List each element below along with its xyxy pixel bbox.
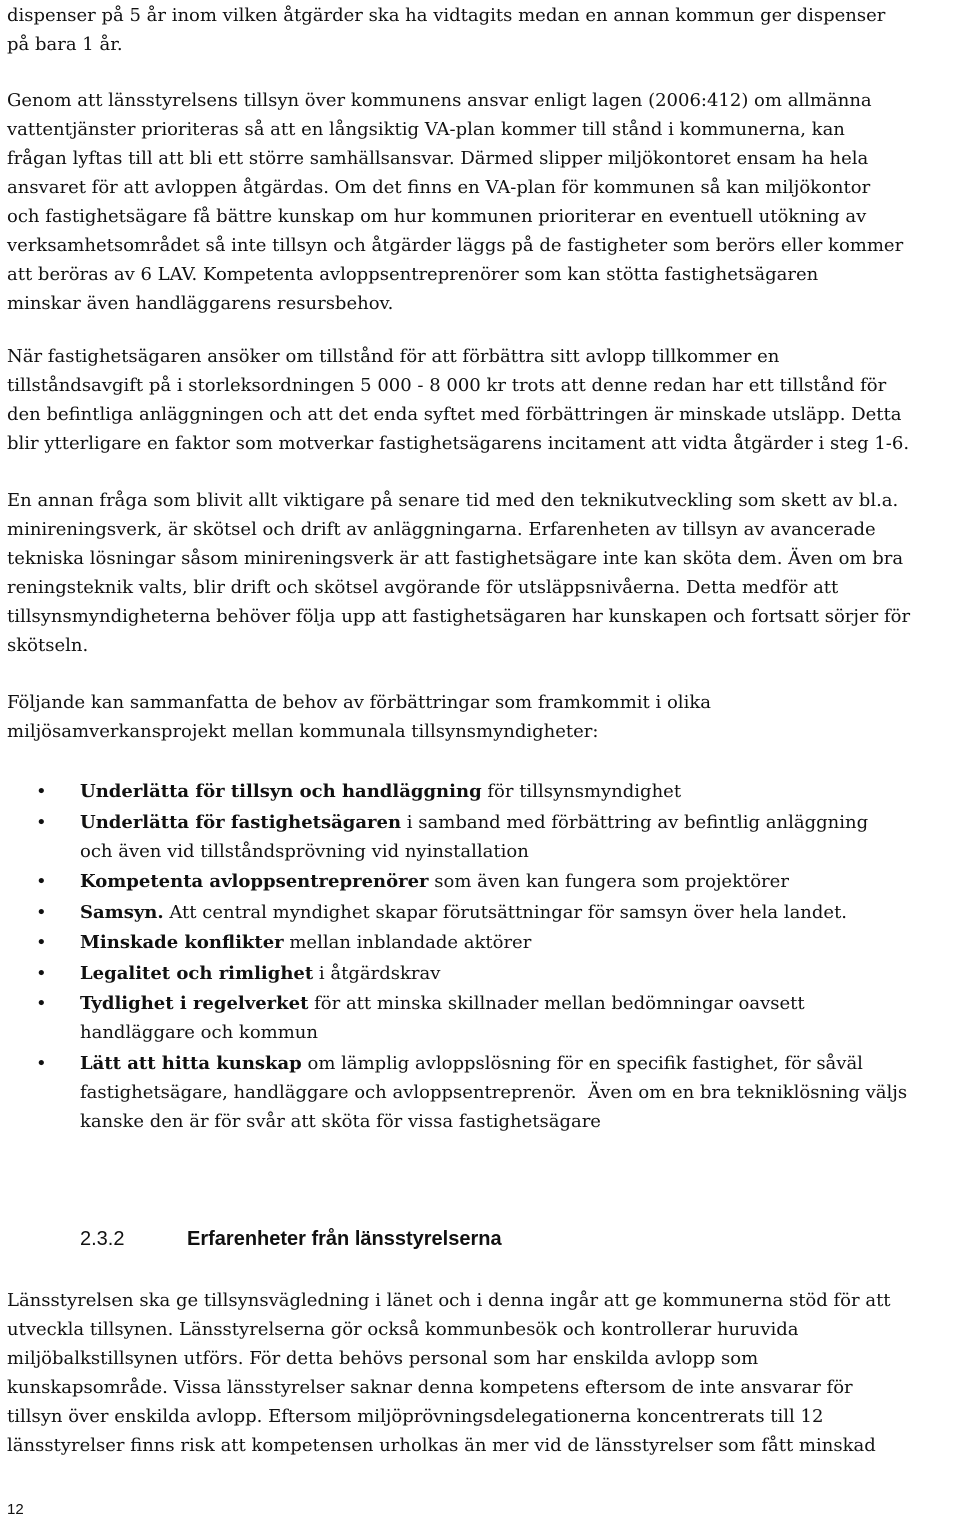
bullet-icon: •	[36, 932, 47, 953]
list-item-bold: Legalitet och rimlighet	[80, 962, 314, 984]
paragraph-lansstyrelsen: Länsstyrelsen ska ge tillsynsvägledning i länet och i denna ingår att ge kommunerna stöd för att utveckla tillsynen. Länsstyrelserna gör också kommunbesök och kontrollerar huruvida miljöbalkstillsynen utförs. För detta behövs personal som har enskilda avlopp som kunskapsområde. Vissa länsstyrelser saknar denna kompetens eftersom de inte ansvarar för tillsyn över enskilda avlopp. Eftersom miljöprövningsdelegationerna koncentrerats till 12 länsstyrelser finns risk att kompetensen urholkas än mer vid de länsstyrelser som fått minskad	[7, 1290, 891, 1456]
paragraph-skotsel-drift: En annan fråga som blivit allt viktigare på senare tid med den teknikutveckling som skett av bl.a. minireningsverk, är skötsel och drift av anläggningarna. Erfarenheten av tillsyn av avancerade tekniska lösningar såsom minireningsverk är att fastighetsägare inte kan sköta dem. Även om bra reningsteknik valts, blir drift och skötsel avgörande för utsläppsnivåerna. Detta medför att tillsynsmyndigheterna behöver följa upp att fastighetsägaren har kunskapen och fortsatt sörjer för skötseln.	[7, 490, 911, 656]
list-item	[7, 989, 907, 1047]
bullet-icon: •	[36, 811, 47, 833]
list-item	[7, 898, 907, 927]
list-item-text: Att central myndighet skapar förutsättningar för samsyn över hela landet.	[163, 901, 848, 923]
section-title: Erfarenheter från länsstyrelserna	[187, 1228, 502, 1250]
bullet-icon: •	[36, 871, 47, 892]
list-item-text: om lämplig avloppslösning för en specifik fastighet, för såväl fastighetsägare, handläggare och avloppsentreprenör. Även om en bra tekniklösning väljs kanske den är för svår att sköta för vissa fastighetsägare	[80, 1052, 908, 1132]
section-number: 2.3.2	[80, 1228, 125, 1250]
list-item-text: för tillsynsmyndighet	[481, 781, 682, 802]
bullet-icon: •	[36, 1052, 47, 1074]
list-item-text: i samband med förbättring av befintlig anläggning och även vid tillståndsprövning vid nyinstallation	[80, 811, 869, 862]
list-item	[7, 1049, 907, 1136]
paragraph-va-plan: Genom att länsstyrelsens tillsyn över kommunens ansvar enligt lagen (2006:412) om allmänna vattentjänster prioriteras så att en långsiktig VA-plan kommer till stånd i kommunerna, kan frågan lyftas till att bli ett större samhällsansvar. Därmed slipper miljökontoret ensam ha hela ansvaret för att avloppen åtgärdas. Om det finns en VA-plan för kommunen så kan miljökontor och fastighetsägare få bättre kunskap om hur kommunen prioriterar en eventuell utökning av verksamhetsområdet så inte tillsyn och åtgärder läggs på de fastigheter som berörs eller kommer att beröras av 6 LAV. Kompetenta avloppsentreprenörer som kan stötta fastighetsägaren minskar även handläggarens resursbehov.	[7, 90, 904, 314]
list-item	[7, 808, 907, 866]
bullet-icon: •	[36, 962, 47, 984]
list-item-bold: Lätt att hitta kunskap	[80, 1052, 302, 1074]
bullet-icon: •	[36, 993, 47, 1014]
list-item	[7, 867, 907, 896]
list-item-bold: Tydlighet i regelverket	[80, 993, 309, 1014]
list-item	[7, 777, 907, 806]
needs-list	[7, 777, 907, 1137]
paragraph-tillstandsavgift: När fastighetsägaren ansöker om tillstånd för att förbättra sitt avlopp tillkommer en tillståndsavgift på i storleksordningen 5 000 - 8 000 kr trots att denne redan har ett tillstånd för den befintliga anläggningen och att det enda syftet med förbättringen är minskade utsläpp. Detta blir ytterligare en faktor som motverkar fastighetsägarens incitament att vidta åtgärder i steg 1-6.	[7, 346, 910, 454]
list-item-text: som även kan fungera som projektörer	[428, 871, 789, 892]
bullet-icon: •	[36, 781, 47, 802]
paragraph-list-intro: Följande kan sammanfatta de behov av förbättringar som framkommit i olika miljösamverkansprojekt mellan kommunala tillsynsmyndigheter:	[7, 692, 711, 742]
list-item-bold: Minskade konflikter	[80, 932, 284, 953]
list-item-text: för att minska skillnader mellan bedömningar oavsett handläggare och kommun	[80, 993, 805, 1043]
list-item-bold: Underlätta för tillsyn och handläggning	[80, 781, 482, 802]
page-number: 12	[7, 1501, 24, 1518]
list-item-text: mellan inblandade aktörer	[283, 932, 532, 953]
list-item-bold: Underlätta för fastighetsägaren	[80, 811, 402, 833]
list-item	[7, 959, 907, 988]
list-item	[7, 928, 907, 957]
bullet-icon: •	[36, 901, 47, 923]
section-heading	[80, 1224, 502, 1254]
list-item-text: i åtgärdskrav	[313, 962, 441, 984]
paragraph-dispenser: dispenser på 5 år inom vilken åtgärder ska ha vidtagits medan en annan kommun ger dispenser på bara 1 år.	[7, 5, 886, 55]
list-item-bold: Samsyn.	[80, 901, 164, 923]
list-item-bold: Kompetenta avloppsentreprenörer	[80, 871, 429, 892]
